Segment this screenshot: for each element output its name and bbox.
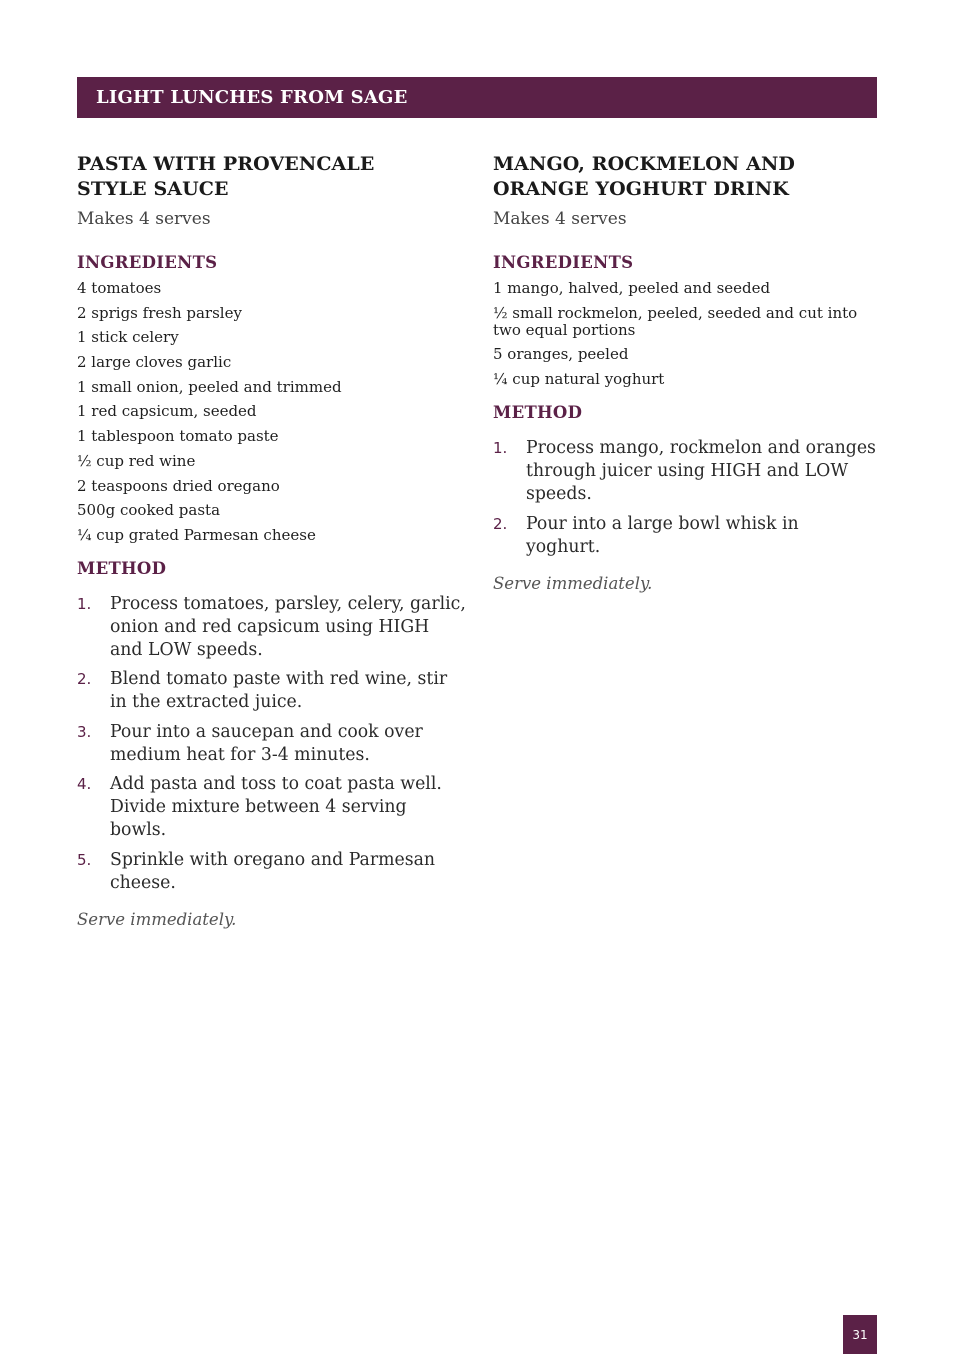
recipe-title xyxy=(77,152,467,202)
step-number: 5. xyxy=(77,850,92,869)
ingredient-item: ¼ cup natural yoghurt xyxy=(493,370,665,389)
serving-note: Serve immediately. xyxy=(493,573,653,593)
step-number: 2. xyxy=(493,514,508,533)
method-heading: METHOD xyxy=(77,558,167,578)
section-banner xyxy=(77,77,877,118)
recipe-pasta xyxy=(77,152,467,931)
method-list xyxy=(77,593,467,895)
recipe-title-line: MANGO, ROCKMELON AND xyxy=(493,153,796,175)
step-number: 4. xyxy=(77,775,92,794)
method-step xyxy=(493,513,877,559)
step-text: Pour into a saucepan and cook over medium heat for 3-4 minutes. xyxy=(110,721,423,765)
step-number: 1. xyxy=(493,439,508,458)
recipe-title-line: ORANGE YOGHURT DRINK xyxy=(493,178,789,200)
method-step xyxy=(77,721,467,767)
section-title: LIGHT LUNCHES FROM SAGE xyxy=(96,87,408,108)
ingredient-item: 5 oranges, peeled xyxy=(493,345,629,364)
step-text: Pour into a large bowl whisk in yoghurt. xyxy=(526,513,799,557)
step-text: Process mango, rockmelon and oranges through juicer using HIGH and LOW speeds. xyxy=(526,438,876,505)
ingredient-item: 500g cooked pasta xyxy=(77,501,221,520)
ingredient-item: 1 small onion, peeled and trimmed xyxy=(77,377,342,396)
ingredient-item: 1 tablespoon tomato paste xyxy=(77,427,279,446)
method-step xyxy=(77,773,467,842)
serving-note: Serve immediately. xyxy=(77,909,237,929)
step-text: Sprinkle with oregano and Parmesan cheese. xyxy=(110,849,436,893)
ingredient-item: 2 sprigs fresh parsley xyxy=(77,303,242,322)
step-number: 2. xyxy=(77,670,92,689)
page-number: 31 xyxy=(843,1315,877,1354)
step-number: 1. xyxy=(77,594,92,613)
ingredient-item: 1 red capsicum, seeded xyxy=(77,402,257,421)
step-text: Add pasta and toss to coat pasta well. Divide mixture between 4 serving bowls. xyxy=(110,774,442,841)
recipe-serves: Makes 4 serves xyxy=(493,209,627,229)
recipe-title-line: PASTA WITH PROVENCALE xyxy=(77,153,375,175)
step-text: Blend tomato paste with red wine, stir in the extracted juice. xyxy=(110,669,448,713)
step-number: 3. xyxy=(77,722,92,741)
ingredients-list xyxy=(77,280,467,544)
ingredient-item: 2 teaspoons dried oregano xyxy=(77,476,280,495)
recipe-title-line: STYLE SAUCE xyxy=(77,178,229,200)
method-step xyxy=(77,593,467,662)
method-heading: METHOD xyxy=(493,403,583,423)
ingredient-item: 1 mango, halved, peeled and seeded xyxy=(493,279,771,297)
method-step xyxy=(493,437,877,506)
ingredient-item: ¼ cup grated Parmesan cheese xyxy=(77,525,316,544)
ingredient-item: ½ small rockmelon, peeled, seeded and cut into two equal portions xyxy=(493,303,858,339)
ingredient-item: 1 stick celery xyxy=(77,328,179,347)
ingredients-heading: INGREDIENTS xyxy=(77,253,218,272)
recipe-serves: Makes 4 serves xyxy=(77,209,211,229)
ingredients-heading: INGREDIENTS xyxy=(493,253,634,272)
method-step xyxy=(77,849,467,895)
ingredient-item: 4 tomatoes xyxy=(77,279,162,297)
ingredient-item: ½ cup red wine xyxy=(77,451,196,470)
method-step xyxy=(77,668,467,714)
ingredients-list xyxy=(493,280,877,388)
ingredient-item: 2 large cloves garlic xyxy=(77,353,232,372)
recipe-title xyxy=(493,152,877,202)
recipe-mango-drink xyxy=(493,152,877,595)
method-list xyxy=(493,437,877,559)
step-text: Process tomatoes, parsley, celery, garlic, onion and red capsicum using HIGH and LOW speeds. xyxy=(110,593,466,660)
